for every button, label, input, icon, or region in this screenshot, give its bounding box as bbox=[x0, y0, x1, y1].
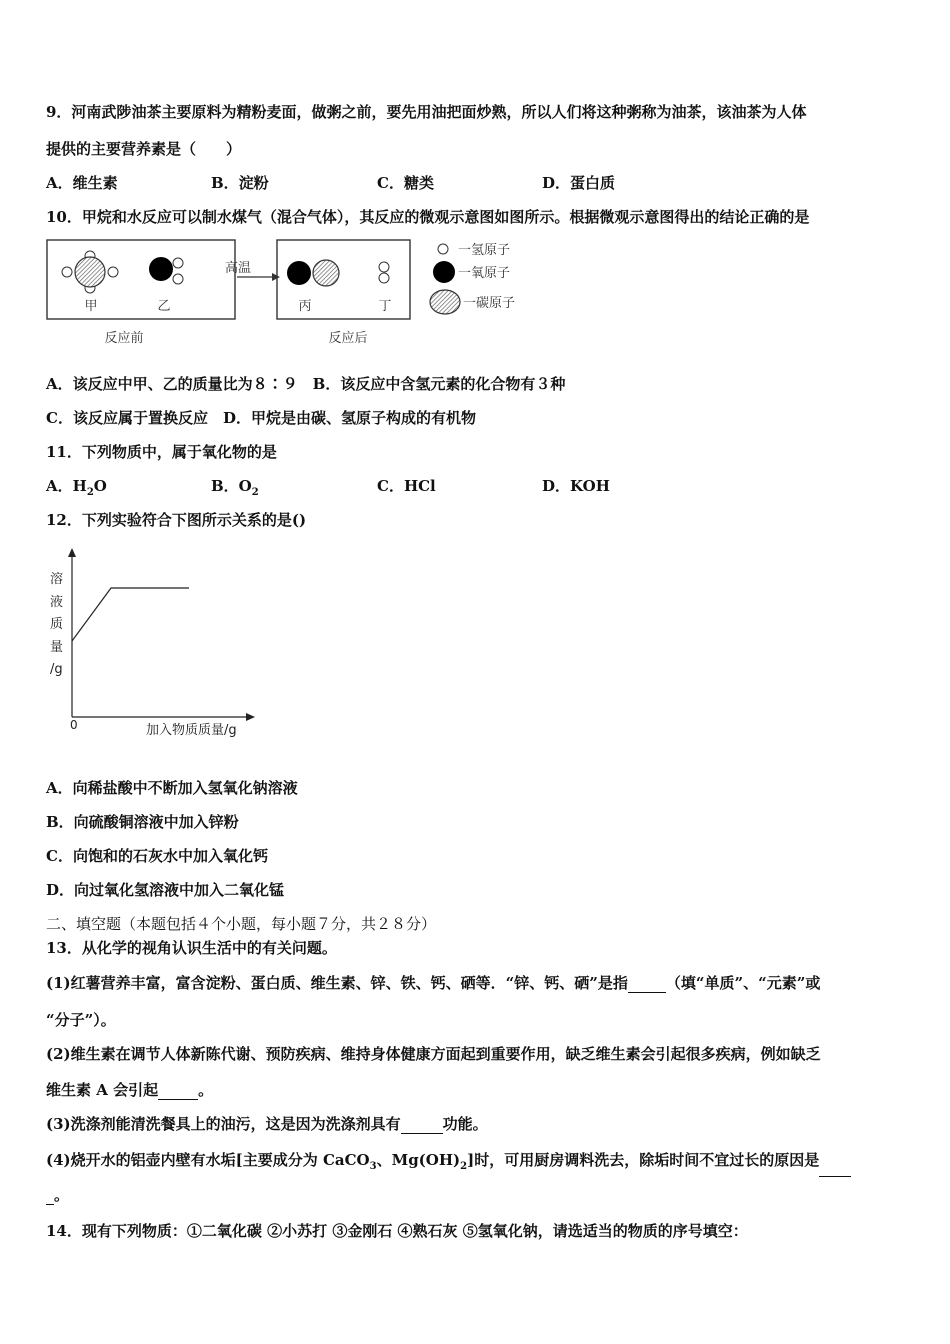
co-molecule bbox=[287, 260, 339, 286]
label-before: 反应前 bbox=[104, 331, 144, 346]
xlabel: 加入物质质量/g bbox=[146, 723, 237, 738]
y-axis-arrow-icon bbox=[68, 548, 76, 557]
label-after: 反应后 bbox=[328, 331, 368, 346]
ylabel-char-2: 液 bbox=[50, 595, 64, 610]
q14-stem: 14．现有下列物质：①二氧化碳 ②小苏打 ③金刚石 ④熟石灰 ⑤氢氧化钠，请选适当的物质的序号填空： bbox=[46, 1222, 748, 1240]
reaction-diagram bbox=[44, 236, 544, 352]
q12-option-d: D．向过氧化氢溶液中加入二氧化锰 bbox=[46, 881, 285, 899]
q11-option-b: B．$O_2$ bbox=[211, 477, 259, 498]
q13-blank-2[interactable] bbox=[158, 1083, 198, 1100]
q13-part1-line2: “分子”）。 bbox=[46, 1011, 116, 1029]
label-ding: 丁 bbox=[378, 299, 392, 314]
q13-part1-line1: (1)红薯营养丰富，富含淀粉、蛋白质、维生素、锌、铁、钙、硒等．“锌、钙、硒”是指 （填“单质”、“元素”或 bbox=[46, 974, 821, 992]
legend-hydrogen-icon bbox=[438, 244, 448, 254]
legend-oxygen: 一氧原子 bbox=[458, 266, 511, 281]
legend-hydrogen: 一氢原子 bbox=[458, 243, 511, 258]
q11-option-c: C．HCl bbox=[377, 477, 436, 495]
condition-high-temp: 高温 bbox=[225, 261, 252, 276]
q13-part2-line1: (2)维生素在调节人体新陈代谢、预防疾病、维持身体健康方面起到重要作用，缺乏维生素会引起很多疾病，例如缺乏 bbox=[46, 1045, 821, 1063]
arrow-head-icon bbox=[272, 273, 280, 281]
before-box bbox=[47, 240, 235, 319]
label-jia: 甲 bbox=[84, 299, 98, 314]
q11-stem: 11．下列物质中，属于氧化物的是 bbox=[46, 443, 277, 461]
q9-option-c: C．糖类 bbox=[377, 174, 434, 192]
q9-stem-line2: 提供的主要营养素是（ ） bbox=[46, 140, 242, 158]
q13-part2-line2: 维生素 A 会引起 。 bbox=[46, 1081, 214, 1099]
origin-label: 0 bbox=[70, 718, 78, 732]
q9-option-a: A．维生素 bbox=[46, 174, 118, 192]
section2-title: 二、填空题（本题包括４个小题，每小题７分，共２８分） bbox=[46, 915, 437, 933]
q10-options-row1: A．该反应中甲、乙的质量比为８∶９ B．该反应中含氢元素的化合物有３种 bbox=[46, 375, 566, 393]
legend-oxygen-icon bbox=[433, 261, 455, 283]
q9-stem-line1: 9．河南武陟油茶主要原料为精粉麦面，做粥之前，要先用油把面炒熟，所以人们将这种粥称为油茶，该油茶为人体 bbox=[46, 103, 807, 121]
legend bbox=[430, 243, 515, 314]
ylabel-char-3: 质 bbox=[50, 617, 64, 632]
q13-part4-line2: 。 bbox=[46, 1185, 69, 1205]
label-bing: 丙 bbox=[298, 299, 312, 314]
legend-carbon: 一碳原子 bbox=[463, 296, 516, 311]
q10-stem: 10．甲烷和水反应可以制水煤气（混合气体），其反应的微观示意图如图所示。根据微观示意图得出的结论正确的是 bbox=[46, 208, 810, 226]
q11-option-d: D．KOH bbox=[542, 477, 610, 495]
q12-chart bbox=[44, 547, 264, 742]
ylabel-char-1: 溶 bbox=[50, 572, 64, 587]
water-molecule bbox=[149, 257, 183, 284]
q9-option-d: D．蛋白质 bbox=[542, 174, 616, 192]
q13-blank-4[interactable] bbox=[819, 1160, 851, 1177]
ylabel-char-4: 量 bbox=[50, 640, 64, 655]
series-line bbox=[72, 588, 189, 641]
methane-molecule bbox=[62, 251, 118, 293]
q12-option-a: A．向稀盐酸中不断加入氢氧化钠溶液 bbox=[46, 779, 298, 797]
label-yi: 乙 bbox=[157, 299, 171, 314]
q13-blank-4-cont[interactable] bbox=[46, 1188, 54, 1205]
q13-part4-line1: (4)烧开水的铝壶内壁有水垢[主要成分为 CaCO$_3$、$Mg(OH)_2$]时，可用厨房调料洗去，除垢时间不宜过长的原因是 bbox=[46, 1150, 851, 1177]
ylabel-char-5: /g bbox=[50, 662, 63, 677]
q12-option-c: C．向饱和的石灰水中加入氧化钙 bbox=[46, 847, 268, 865]
q9-option-b: B．淀粉 bbox=[211, 174, 269, 192]
q12-option-b: B．向硫酸铜溶液中加入锌粉 bbox=[46, 813, 239, 831]
q11-option-a: A．$H_2O$ bbox=[46, 477, 107, 498]
q13-blank-3[interactable] bbox=[401, 1117, 443, 1134]
q13-stem: 13．从化学的视角认识生活中的有关问题。 bbox=[46, 939, 337, 957]
q12-stem: 12．下列实验符合下图所示关系的是() bbox=[46, 511, 307, 529]
q13-part3: (3)洗涤剂能清洗餐具上的油污，这是因为洗涤剂具有 功能。 bbox=[46, 1115, 488, 1133]
q13-blank-1[interactable] bbox=[628, 976, 666, 993]
legend-carbon-icon bbox=[430, 290, 460, 314]
x-axis-arrow-icon bbox=[246, 713, 255, 721]
q10-options-row2: C．该反应属于置换反应 D．甲烷是由碳、氢原子构成的有机物 bbox=[46, 409, 476, 427]
h2-molecule bbox=[379, 262, 389, 283]
